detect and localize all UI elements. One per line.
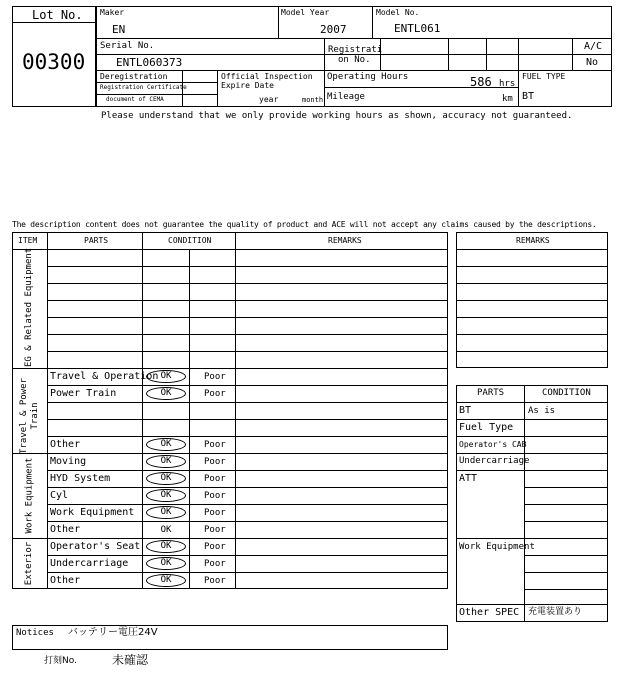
stamp-label: 打刻No. bbox=[44, 656, 77, 666]
maker-label: Maker bbox=[100, 8, 125, 17]
table-row-line bbox=[47, 504, 448, 505]
poor-label: Poor bbox=[204, 389, 226, 399]
right-condition-header: CONDITION bbox=[542, 388, 591, 398]
condition-table bbox=[12, 232, 448, 589]
registration-label: Registrati bbox=[328, 45, 383, 55]
group-line bbox=[12, 453, 448, 454]
part-label: Other bbox=[50, 439, 81, 450]
ok-circled: OK bbox=[146, 574, 186, 587]
parts-row-line bbox=[456, 453, 608, 454]
group-label-work: Work Equipment bbox=[24, 457, 35, 534]
table-row-line bbox=[47, 487, 448, 488]
parts-row-line bbox=[524, 572, 608, 573]
fuel-type-value: BT bbox=[522, 91, 535, 102]
table-row-line bbox=[47, 283, 448, 284]
poor-label: Poor bbox=[204, 457, 226, 467]
header-col-line bbox=[217, 70, 218, 107]
stamp-value: 未確認 bbox=[112, 653, 149, 667]
header-row-line bbox=[96, 94, 217, 95]
table-row-line bbox=[47, 385, 448, 386]
mileage-label: Mileage bbox=[327, 92, 365, 102]
right-part-label: Fuel Type bbox=[459, 422, 514, 433]
parts-row-line bbox=[524, 487, 608, 488]
km-unit: km bbox=[502, 94, 513, 104]
month-label: month bbox=[302, 96, 324, 104]
ok-circled: OK bbox=[146, 557, 186, 570]
table-row-line bbox=[47, 402, 448, 403]
table-row-line bbox=[12, 249, 448, 250]
right-part-label: Work Equipment bbox=[459, 542, 535, 552]
poor-label: Poor bbox=[204, 474, 226, 484]
header-col-line bbox=[324, 38, 325, 107]
ok-circled: OK bbox=[146, 489, 186, 502]
header-col-line bbox=[572, 38, 573, 70]
ok-circled: OK bbox=[146, 438, 186, 451]
fuel-type-label: FUEL TYPE bbox=[522, 72, 566, 81]
item-header: ITEM bbox=[18, 236, 38, 245]
right-part-label: Other SPEC bbox=[459, 607, 520, 618]
table-row-line bbox=[47, 419, 448, 420]
poor-label: Poor bbox=[204, 559, 226, 569]
group-label-travel-text: Travel & Power Train bbox=[19, 378, 40, 454]
right-condition-value: 充電装置あり bbox=[528, 607, 583, 617]
header-row-line bbox=[96, 82, 217, 83]
parts-row-line bbox=[456, 436, 608, 437]
header-col-line bbox=[278, 6, 279, 38]
poor-label: Poor bbox=[204, 491, 226, 501]
table-row-line bbox=[47, 300, 448, 301]
table-row-line bbox=[47, 555, 448, 556]
ok-circled: OK bbox=[146, 506, 186, 519]
remarks-row-line bbox=[456, 334, 608, 335]
registration-certificate-label: Registration Certificate bbox=[100, 84, 187, 91]
right-part-label: ATT bbox=[459, 473, 478, 484]
remarks-row-line bbox=[456, 317, 608, 318]
ok-plain: OK bbox=[160, 525, 172, 535]
header-col-line bbox=[518, 38, 519, 107]
disclaimer-text: The description content does not guarantee the quality of product and ACE will not accept any claims caused by the descriptions. bbox=[12, 220, 597, 229]
parts-row-line bbox=[524, 589, 608, 590]
right-part-label: Operator's CAB bbox=[459, 440, 527, 449]
right-parts-header: PARTS bbox=[477, 388, 505, 398]
ok-circled: OK bbox=[146, 455, 186, 468]
maker-value: EN bbox=[112, 23, 126, 36]
group-label-travel bbox=[19, 374, 41, 458]
model-no-value: ENTL061 bbox=[394, 22, 441, 35]
part-label: HYD System bbox=[50, 473, 111, 484]
model-year-label: Model Year bbox=[281, 8, 330, 17]
cema-label: document of CEMA bbox=[106, 96, 164, 103]
part-label: Cyl bbox=[50, 490, 69, 501]
group-line bbox=[12, 368, 448, 369]
table-row-line bbox=[47, 521, 448, 522]
remarks-row-line bbox=[456, 266, 608, 267]
part-label: Other bbox=[50, 575, 81, 586]
operating-hours-label: Operating Hours bbox=[327, 72, 409, 82]
part-label: Undercarriage bbox=[50, 558, 129, 569]
parts-row-line bbox=[456, 419, 608, 420]
poor-label: Poor bbox=[204, 542, 226, 552]
poor-label: Poor bbox=[204, 576, 226, 586]
part-label: Operator's Seat bbox=[50, 541, 141, 552]
parts-row-line bbox=[524, 555, 608, 556]
table-row-line bbox=[47, 334, 448, 335]
serial-value: ENTL060373 bbox=[116, 56, 183, 69]
model-no-label: Model No. bbox=[376, 8, 420, 17]
parts-row-line bbox=[524, 504, 608, 505]
registration-label-2: on No. bbox=[338, 55, 371, 65]
table-row-line bbox=[47, 317, 448, 318]
lot-number: 00300 bbox=[22, 50, 86, 74]
group-line bbox=[12, 538, 448, 539]
part-label: Other bbox=[50, 524, 81, 535]
right-part-label: Undercarriage bbox=[459, 456, 530, 466]
serial-label: Serial No. bbox=[100, 41, 155, 51]
group-label-eg: EG & Related Equipment bbox=[24, 247, 34, 367]
notices-label: Notices bbox=[16, 628, 54, 638]
poor-label: Poor bbox=[204, 508, 226, 518]
remarks-row-line bbox=[456, 300, 608, 301]
lot-label: Lot No. bbox=[32, 8, 83, 22]
ok-circled: OK bbox=[146, 540, 186, 553]
table-row-line bbox=[47, 266, 448, 267]
operating-hours-value: 586 bbox=[470, 75, 492, 89]
remarks-header: REMARKS bbox=[328, 236, 362, 245]
table-row-line bbox=[47, 572, 448, 573]
inspection-label-2: Expire Date bbox=[221, 81, 274, 90]
header-col-line bbox=[448, 38, 449, 70]
parts-row-line bbox=[456, 538, 608, 539]
header-row-line bbox=[96, 38, 612, 39]
remarks-row-line bbox=[456, 351, 608, 352]
right-condition-value: As is bbox=[528, 406, 556, 416]
part-label: Work Equipment bbox=[50, 507, 135, 518]
parts-row-line bbox=[524, 521, 608, 522]
table-col-line bbox=[142, 232, 143, 589]
poor-label: Poor bbox=[204, 440, 226, 450]
right-part-label: BT bbox=[459, 405, 472, 416]
part-label: Power Train bbox=[50, 388, 117, 399]
inspection-label: Official Inspection bbox=[221, 72, 313, 81]
remarks-row-line bbox=[456, 283, 608, 284]
year-label: year bbox=[259, 95, 279, 104]
group-label-exterior: Exterior bbox=[24, 541, 34, 586]
poor-label: Poor bbox=[204, 525, 226, 535]
header-col-line bbox=[372, 6, 373, 38]
remarks-row-line bbox=[456, 249, 608, 250]
parts-header: PARTS bbox=[84, 236, 109, 245]
table-row-line bbox=[47, 351, 448, 352]
header-row-line bbox=[96, 70, 612, 71]
ok-circled: OK bbox=[146, 472, 186, 485]
table-col-line bbox=[47, 232, 48, 589]
ac-label: A/C bbox=[584, 41, 603, 52]
accuracy-note: Please understand that we only provide working hours as shown, accuracy not guaranteed. bbox=[101, 111, 573, 121]
parts-row-line bbox=[456, 470, 608, 471]
model-year-value: 2007 bbox=[320, 23, 347, 36]
ok-circled: OK bbox=[146, 370, 186, 383]
parts-row-line bbox=[456, 402, 608, 403]
part-label: Travel & Operation bbox=[50, 371, 159, 382]
parts-row-line bbox=[456, 604, 608, 605]
lot-divider bbox=[12, 22, 96, 23]
right-remarks-header: REMARKS bbox=[516, 236, 550, 245]
condition-header: CONDITION bbox=[168, 236, 212, 245]
header-col-line bbox=[486, 38, 487, 70]
ac-value: No bbox=[586, 57, 599, 68]
ok-circled: OK bbox=[146, 387, 186, 400]
table-col-line bbox=[235, 232, 236, 589]
hrs-unit: hrs bbox=[499, 79, 516, 89]
poor-label: Poor bbox=[204, 372, 226, 382]
notices-value: バッテリー電圧24V bbox=[68, 627, 158, 638]
part-label: Moving bbox=[50, 456, 87, 467]
table-row-line bbox=[47, 470, 448, 471]
deregistration-label: Deregistration bbox=[100, 72, 168, 81]
table-row-line bbox=[47, 436, 448, 437]
